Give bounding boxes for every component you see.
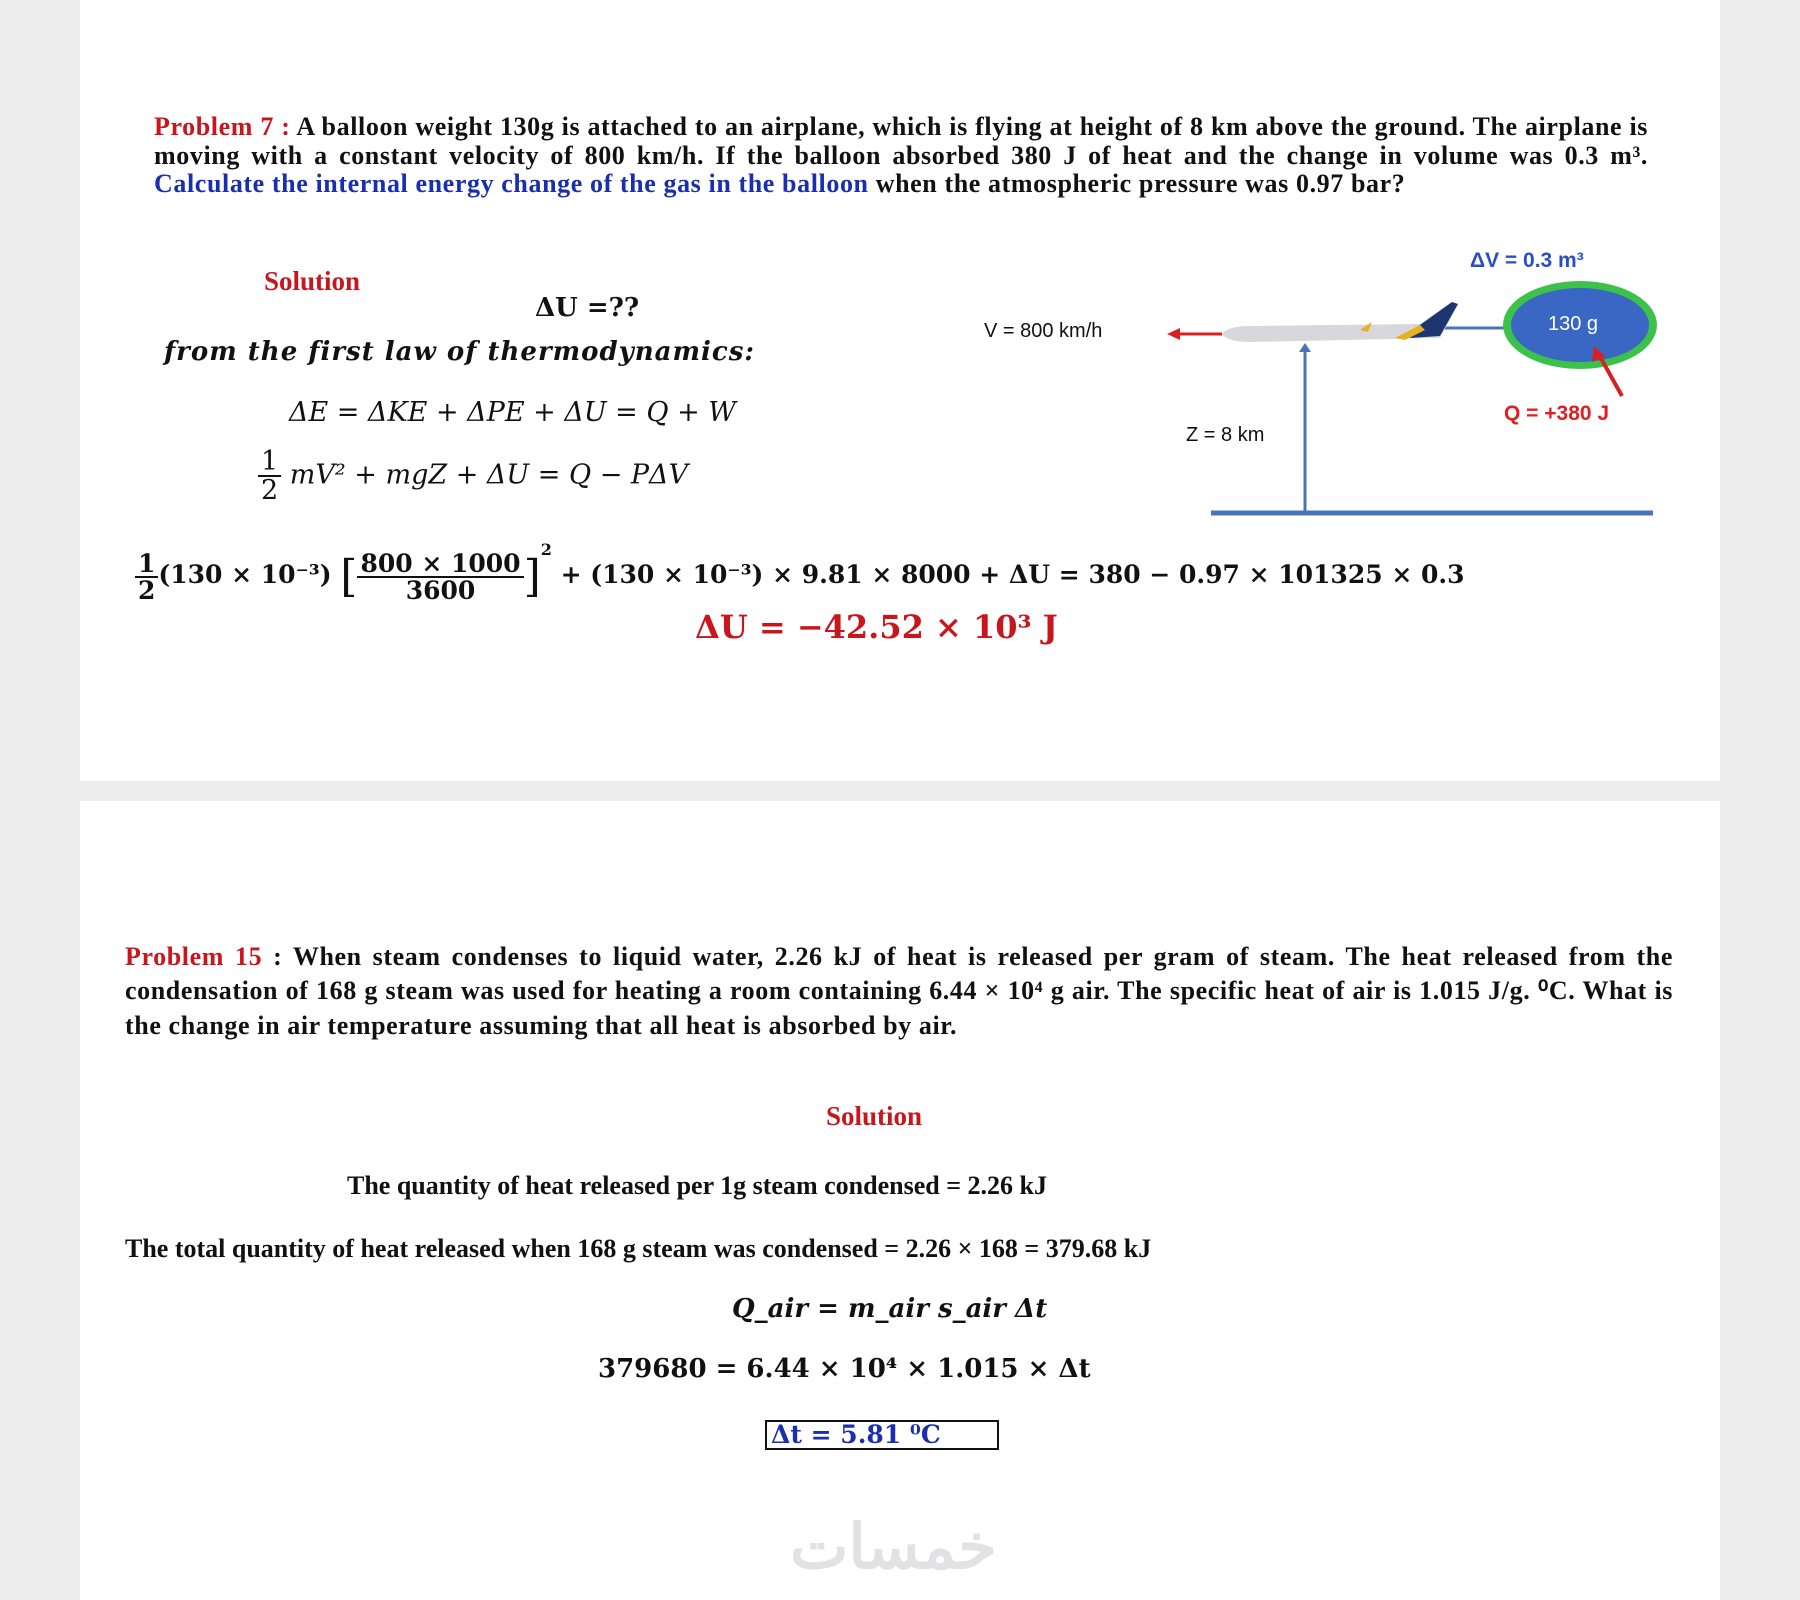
- problem-7-statement: Problem 7 : A balloon weight 130g is attached to an airplane, which is flying at height of 8 km above the ground. The airplane is moving with a constant velocity of 800 km/h. If the balloon absorbed 380 J of heat and the change in volume was 0.3 m³. Calculate the internal energy change of the gas in the balloon when the atmospheric pressure was 0.97 bar?: [154, 112, 1649, 198]
- result-dt: Δt = 5.81 ⁰C: [765, 1420, 999, 1450]
- problem-15-label: Problem 15: [125, 942, 263, 971]
- solution-label-7: Solution: [264, 266, 361, 296]
- heat-equation: Q_air = m_air s_air Δt: [732, 1294, 1048, 1324]
- expanded-equation: $\frac{1}{2}$ mV² + mgZ + ΔU = Q − PΔV: [258, 448, 688, 504]
- height-label: Z = 8 km: [1186, 424, 1265, 446]
- airplane-icon: [1222, 302, 1458, 342]
- airplane-balloon-diagram: [0, 0, 1800, 781]
- first-law-label: from the first law of thermodynamics:: [164, 337, 755, 367]
- mass-label: 130 g: [1548, 313, 1599, 335]
- substituted-heat-equation: 379680 = 6.44 × 10⁴ × 1.015 × Δt: [598, 1354, 1091, 1384]
- problem-15-statement: Problem 15 : When steam condenses to liquid water, 2.26 kJ of heat is released per gram of steam. The heat released from the condensation of 168 g steam was used for heating a room containing 6.44 × 10⁴ g air. The specific heat of air is 1.015 J/g. ⁰C. What is the change in air temperature assuming that all heat is absorbed by air.: [125, 942, 1673, 1040]
- question-highlight: Calculate the internal energy change of the gas in the balloon: [154, 169, 869, 198]
- heat-per-gram-line: The quantity of heat released per 1g steam condensed = 2.26 kJ: [347, 1171, 1047, 1200]
- volume-label: ΔV = 0.3 m³: [1470, 249, 1584, 272]
- substituted-equation: $\frac{1}{2}$ (130 × 10⁻³) [ $\frac{800 \times 1000}{3600}$ ]$^2$ + (130 × 10⁻³) × 9.81 × 8000 + ΔU = 380 − 0.97 × 101325 × 0.3: [135, 540, 1464, 603]
- heat-label: Q = +380 J: [1504, 402, 1610, 425]
- velocity-label: V = 800 km/h: [984, 320, 1103, 342]
- unknown-du: ΔU =??: [535, 293, 640, 323]
- energy-equation: ΔE = ΔKE + ΔPE + ΔU = Q + W: [289, 397, 737, 428]
- problem-7-label: Problem 7 :: [154, 112, 291, 141]
- solution-label-15: Solution: [826, 1101, 923, 1131]
- result-du: ΔU = −42.52 × 10³ J: [695, 608, 1058, 646]
- total-heat-line: The total quantity of heat released when 168 g steam was condensed = 2.26 × 168 = 379.68 kJ: [125, 1234, 1152, 1263]
- watermark-logo: خمسات: [790, 1513, 997, 1582]
